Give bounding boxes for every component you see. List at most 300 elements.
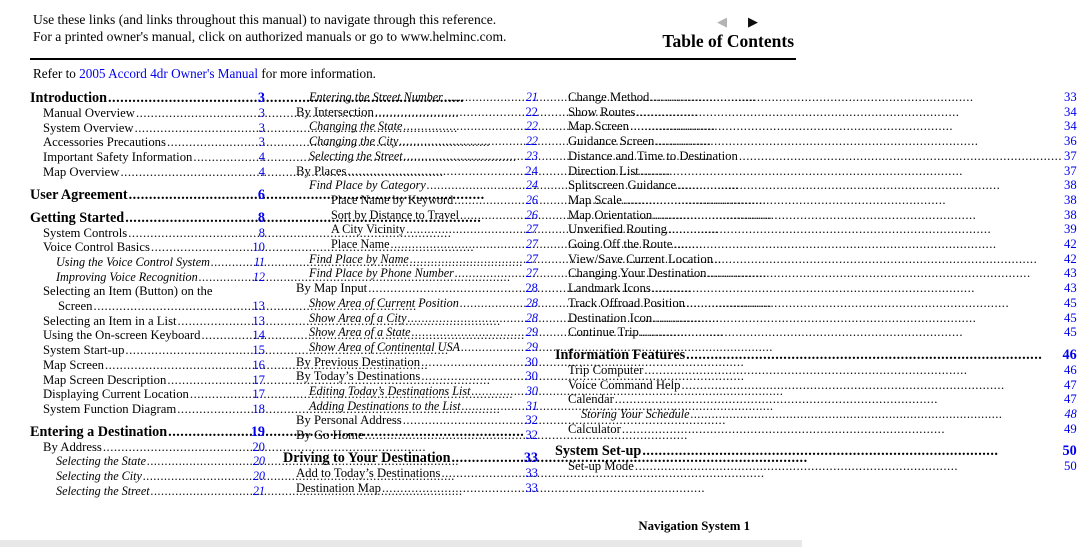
toc-entry[interactable] — [283, 340, 538, 355]
toc-leader-dots — [124, 210, 257, 226]
toc-entry-label: Place Name by Keyword — [331, 192, 454, 207]
toc-entry[interactable] — [30, 343, 265, 358]
toc-page-number: 20 — [252, 454, 265, 469]
toc-page-number: 47 — [1063, 392, 1077, 407]
toc-page-number: 13 — [252, 299, 265, 314]
toc-entry-label: Show Area of Continental USA — [309, 339, 460, 354]
toc-entry[interactable] — [283, 237, 538, 252]
toc-entry-label: By Go Home — [296, 428, 364, 443]
toc-leader-dots — [707, 266, 1063, 281]
toc-page-number: 43 — [1063, 281, 1077, 296]
toc-page-number: 15 — [252, 343, 265, 358]
page-nav-arrows — [662, 15, 794, 29]
toc-entry[interactable] — [30, 387, 265, 402]
toc-leader-dots — [135, 106, 258, 121]
toc-leader-dots — [167, 424, 250, 440]
toc-entry-label: Find Place by Phone Number — [309, 266, 454, 281]
toc-page-number: 31 — [525, 398, 538, 413]
toc-entry[interactable] — [283, 428, 538, 443]
toc-entry-label: Show Area of a City — [309, 310, 407, 325]
toc-leader-dots — [390, 237, 525, 252]
toc-leader-dots — [420, 355, 524, 370]
toc-entry[interactable] — [283, 450, 538, 466]
toc-entry-label: Calculator — [568, 421, 621, 436]
toc-page-number: 34 — [1063, 104, 1077, 119]
toc-entry[interactable] — [283, 466, 538, 481]
toc-entry-label: Selecting the Street — [309, 148, 403, 163]
toc-entry-label: System Overview — [43, 120, 134, 135]
toc-entry[interactable] — [30, 226, 265, 241]
toc-entry[interactable] — [555, 178, 1077, 193]
toc-page-number: 30 — [525, 369, 538, 384]
toc-leader-dots — [639, 325, 1063, 340]
toc-page-number: 14 — [252, 328, 265, 343]
toc-entry[interactable] — [555, 311, 1077, 326]
toc-leader-dots — [142, 469, 252, 484]
toc-entry[interactable] — [555, 90, 1077, 105]
toc-leader-dots — [402, 413, 525, 428]
toc-page-number: 45 — [1063, 310, 1077, 325]
nav-forward-icon[interactable]: ▶ — [748, 14, 758, 29]
toc-entry[interactable] — [555, 378, 1077, 393]
toc-leader-dots — [409, 252, 525, 267]
toc-entry[interactable] — [30, 150, 265, 165]
toc-entry-label: Selecting the Street — [56, 483, 150, 498]
toc-entry-label: By Address — [43, 439, 102, 454]
toc-leader-dots — [210, 255, 253, 270]
toc-leader-dots — [641, 443, 1061, 459]
toc-entry-label: Show Area of a State — [309, 325, 411, 340]
toc-entry-label: User Agreement — [30, 186, 128, 203]
toc-page-number: 27 — [525, 251, 538, 266]
header-instruction-line-1: Use these links (and links throughout this manual) to navigate through this reference. — [33, 12, 497, 27]
toc-leader-dots — [654, 134, 1063, 149]
toc-entry-label: Manual Overview — [43, 106, 135, 120]
toc-entry-label: Guidance Screen — [568, 134, 655, 149]
toc-entry-label: Improving Voice Recognition — [56, 269, 198, 284]
toc-entry[interactable] — [30, 135, 265, 150]
toc-page-number: 29 — [525, 325, 538, 340]
toc-entry-label: View/Save Current Location — [568, 251, 714, 266]
toc-page-number: 23 — [525, 148, 538, 163]
toc-entry[interactable] — [283, 399, 538, 414]
toc-entry[interactable] — [283, 355, 538, 370]
toc-page-number: 30 — [525, 354, 538, 369]
toc-page-number: 38 — [1063, 178, 1077, 193]
toc-entry-label: Introduction — [30, 90, 107, 106]
toc-leader-dots — [440, 466, 524, 481]
toc-page-number: 36 — [1063, 134, 1077, 149]
toc-entry-label: Important Safety Information — [43, 150, 193, 165]
toc-entry[interactable] — [30, 210, 265, 226]
toc-entry[interactable] — [283, 90, 538, 105]
toc-entry[interactable] — [283, 164, 538, 179]
toc-entry[interactable] — [30, 255, 265, 270]
toc-page-number: 24 — [525, 178, 538, 193]
footer-page-label: Navigation System 1 — [638, 519, 750, 533]
toc-entry-label: By Places — [296, 163, 347, 178]
toc-entry[interactable] — [283, 296, 538, 311]
nav-back-icon[interactable]: ◀ — [717, 14, 727, 29]
toc-page-number: 22 — [525, 104, 538, 119]
toc-entry-label: Changing Your Destination — [568, 266, 707, 281]
toc-entry[interactable] — [30, 373, 265, 388]
toc-leader-dots — [346, 164, 524, 179]
toc-entry[interactable] — [283, 105, 538, 120]
toc-page-number: 13 — [252, 313, 265, 328]
toc-leader-dots — [398, 134, 524, 149]
toc-page-number: 42 — [1063, 237, 1077, 252]
toc-leader-dots — [93, 299, 252, 314]
header-instruction-line-2: For a printed owner's manual, click on authorized manuals or go to www.helminc.com. — [33, 29, 507, 44]
toc-page-number: 34 — [1063, 119, 1077, 134]
toc-entry-label: Selecting an Item (Button) on the — [43, 284, 213, 299]
toc-page-number: 50 — [1062, 443, 1077, 460]
toc-page-number: 20 — [252, 469, 265, 484]
toc-entry[interactable] — [30, 358, 265, 373]
toc-leader-dots — [407, 311, 525, 326]
toc-page-number: 50 — [1063, 459, 1077, 474]
toc-entry[interactable] — [30, 469, 265, 484]
toc-entry[interactable] — [555, 347, 1077, 363]
toc-leader-dots — [146, 454, 252, 469]
toc-leader-dots — [201, 328, 252, 343]
toc-entry[interactable] — [283, 193, 538, 208]
toc-entry-label: Distance and Time to Destination — [568, 148, 738, 163]
toc-entry[interactable] — [30, 299, 265, 314]
toc-entry-label: Getting Started — [30, 209, 125, 226]
toc-entry[interactable] — [555, 281, 1077, 296]
toc-page-number: 39 — [1063, 222, 1077, 237]
toc-entry[interactable] — [555, 459, 1077, 474]
toc-entry[interactable] — [30, 187, 265, 203]
toc-entry[interactable] — [555, 237, 1077, 252]
toc-entry-label: Map Screen — [568, 119, 629, 134]
toc-page-number: 27 — [525, 222, 538, 237]
toc-entry[interactable] — [555, 407, 1077, 422]
toc-page-number: 26 — [525, 207, 538, 222]
toc-page-number: 3 — [258, 106, 265, 120]
toc-page-number: 21 — [525, 90, 538, 104]
toc-entry-label: Changing the City — [309, 134, 399, 149]
toc-page-number: 26 — [525, 192, 538, 207]
toc-entry-label: Show Routes — [568, 104, 636, 119]
toc-entry-label: Going Off the Route — [568, 237, 673, 252]
toc-entry[interactable] — [283, 134, 538, 149]
toc-entry-label: System Set-up — [555, 443, 642, 460]
toc-entry-label: Selecting an Item in a List — [43, 313, 177, 328]
toc-entry[interactable] — [555, 252, 1077, 267]
toc-leader-dots — [166, 373, 251, 388]
toc-leader-dots — [634, 459, 1063, 474]
toc-leader-dots — [124, 343, 251, 358]
toc-leader-dots — [685, 296, 1063, 311]
toc-entry-label: Selecting the City — [56, 469, 142, 484]
toc-entry[interactable] — [555, 134, 1077, 149]
toc-page-number: 28 — [525, 281, 538, 296]
toc-entry-label: Show Area of Current Position — [309, 295, 459, 310]
toc-entry-label: By Previous Destination — [296, 354, 421, 369]
toc-page-number: 37 — [1063, 148, 1077, 163]
toc-entry[interactable] — [30, 454, 265, 469]
toc-page-number: 27 — [525, 237, 538, 252]
toc-entry[interactable] — [30, 314, 265, 329]
toc-page-number: 49 — [1063, 421, 1077, 436]
toc-entry-label: Destination Icon — [568, 310, 653, 325]
toc-entry-label: Continue Trip — [568, 325, 639, 340]
toc-entry[interactable] — [30, 240, 265, 255]
toc-entry-label: Find Place by Category — [309, 178, 426, 193]
refer-line-pre: Refer to — [33, 66, 80, 81]
toc-leader-dots — [107, 90, 257, 106]
toc-page-number: 37 — [1063, 163, 1077, 178]
toc-leader-dots — [460, 340, 525, 355]
toc-entry[interactable] — [555, 119, 1077, 134]
toc-entry-label: Track Offroad Position — [568, 295, 686, 310]
toc-entry[interactable] — [283, 266, 538, 281]
toc-page-number: 3 — [258, 120, 265, 135]
toc-leader-dots — [672, 237, 1063, 252]
toc-leader-dots — [459, 296, 525, 311]
toc-entry[interactable] — [283, 325, 538, 340]
toc-entry[interactable] — [30, 165, 265, 180]
toc-entry[interactable] — [283, 222, 538, 237]
toc-page-number: 29 — [525, 339, 538, 354]
toc-page-number: 20 — [252, 439, 265, 454]
toc-leader-dots — [198, 270, 252, 285]
toc-entry[interactable] — [283, 311, 538, 326]
toc-leader-dots — [621, 422, 1063, 437]
toc-leader-dots — [128, 187, 257, 203]
toc-leader-dots — [367, 281, 524, 296]
toc-page-number: 16 — [252, 357, 265, 372]
toc-entry-label: Editing Today’s Destinations List — [309, 384, 471, 399]
toc-entry[interactable] — [30, 90, 265, 106]
toc-page-number: 43 — [1063, 266, 1077, 281]
toc-leader-dots — [652, 311, 1063, 326]
toc-leader-dots — [690, 407, 1064, 422]
toc-entry-label: Voice Command Help — [568, 377, 681, 392]
toc-entry-label: Adding Destinations to the List — [309, 398, 461, 413]
toc-page-number: 32 — [525, 413, 538, 428]
toc-page-number: 3 — [257, 90, 265, 106]
toc-leader-dots — [639, 164, 1063, 179]
toc-page-number: 22 — [525, 119, 538, 134]
toc-entry[interactable] — [283, 413, 538, 428]
toc-entry[interactable] — [30, 284, 265, 299]
toc-leader-dots — [451, 450, 523, 466]
toc-entry-label: Information Features — [555, 346, 686, 363]
toc-entry[interactable] — [283, 178, 538, 193]
toc-entry[interactable] — [555, 296, 1077, 311]
toc-leader-dots — [635, 105, 1063, 120]
toc-entry-label: System Function Diagram — [43, 401, 177, 416]
toc-page-number: 33 — [523, 449, 538, 466]
toc-entry-label: Unverified Routing — [568, 222, 668, 237]
owners-manual-link[interactable]: 2005 Accord 4dr Owner's Manual — [79, 66, 259, 81]
toc-leader-dots — [420, 369, 524, 384]
toc-page-number: 17 — [252, 372, 265, 387]
toc-entry[interactable] — [30, 106, 265, 121]
toc — [30, 90, 1077, 502]
toc-page-number: 45 — [1063, 295, 1077, 310]
toc-leader-dots — [681, 378, 1063, 393]
toc-entry[interactable] — [283, 252, 538, 267]
toc-page-number: 48 — [1064, 407, 1077, 422]
toc-entry[interactable] — [555, 149, 1077, 164]
toc-entry-label: Trip Computer — [568, 362, 644, 377]
toc-page-number: 46 — [1063, 362, 1077, 377]
toc-entry-label: Landmark Icons — [568, 281, 651, 296]
toc-leader-dots — [189, 387, 251, 402]
toc-entry-label: Map Scale — [568, 192, 622, 207]
toc-column-2 — [271, 90, 543, 502]
toc-leader-dots — [443, 90, 525, 105]
toc-entry[interactable] — [555, 325, 1077, 340]
toc-entry-label: By Map Input — [296, 281, 368, 296]
toc-leader-dots — [127, 226, 257, 241]
toc-entry[interactable] — [30, 402, 265, 417]
toc-leader-dots — [192, 150, 257, 165]
toc-page-number: 24 — [525, 163, 538, 178]
toc-page-number: 38 — [1063, 207, 1077, 222]
toc-leader-dots — [453, 193, 525, 208]
toc-entry[interactable] — [283, 384, 538, 399]
toc-entry[interactable] — [283, 481, 538, 496]
toc-entry-label: Using the Voice Control System — [56, 254, 210, 269]
refer-line-post: for more information. — [258, 66, 376, 81]
toc-leader-dots — [402, 119, 524, 134]
toc-entry[interactable] — [555, 164, 1077, 179]
toc-leader-dots — [738, 149, 1063, 164]
toc-entry[interactable] — [555, 392, 1077, 407]
toc-page-number: 12 — [252, 269, 265, 284]
toc-entry[interactable] — [30, 440, 265, 455]
toc-entry-label: Accessories Precautions — [43, 135, 166, 150]
toc-leader-dots — [374, 105, 524, 120]
toc-leader-dots — [403, 149, 525, 164]
toc-entry[interactable] — [283, 119, 538, 134]
toc-page-number: 3 — [258, 135, 265, 150]
toc-leader-dots — [411, 325, 525, 340]
toc-page-number: 45 — [1063, 325, 1077, 340]
toc-entry-label: Direction List — [568, 163, 639, 178]
toc-entry[interactable] — [555, 222, 1077, 237]
toc-entry[interactable] — [555, 105, 1077, 120]
toc-entry-label: Screen — [58, 299, 93, 314]
toc-page-number: 4 — [258, 150, 265, 165]
toc-leader-dots — [364, 428, 525, 443]
toc-entry[interactable] — [30, 328, 265, 343]
toc-page-number: 17 — [252, 387, 265, 402]
toc-leader-dots — [426, 178, 525, 193]
toc-leader-dots — [649, 90, 1063, 105]
toc-entry[interactable] — [555, 193, 1077, 208]
refer-line — [33, 66, 802, 82]
toc-entry[interactable] — [30, 270, 265, 285]
toc-page-number: 11 — [253, 254, 265, 269]
toc-column-1 — [30, 90, 271, 502]
toc-leader-dots — [652, 208, 1063, 223]
toc-entry-label: By Today’s Destinations — [296, 369, 421, 384]
toc-entry-label: Change Method — [568, 90, 650, 104]
toc-leader-dots — [176, 402, 251, 417]
toc-page-number: 21 — [252, 483, 265, 498]
toc-entry[interactable] — [555, 422, 1077, 437]
toc-leader-dots — [405, 222, 525, 237]
toc-page-number: 38 — [1063, 192, 1077, 207]
toc-leader-dots — [102, 440, 251, 455]
toc-entry-label: Destination Map — [296, 480, 381, 495]
toc-leader-dots — [622, 193, 1063, 208]
toc-entry[interactable] — [555, 363, 1077, 378]
toc-entry-label: By Intersection — [296, 104, 374, 119]
toc-entry-label: Displaying Current Location — [43, 387, 189, 402]
toc-entry[interactable] — [555, 266, 1077, 281]
page-title: Table of Contents — [662, 31, 794, 51]
toc-page-number: 10 — [252, 240, 265, 255]
toc-entry-label: By Personal Address — [296, 413, 402, 428]
toc-leader-dots — [667, 222, 1063, 237]
toc-entry-label: Splitscreen Guidance — [568, 178, 677, 193]
toc-entry[interactable] — [283, 369, 538, 384]
toc-leader-dots — [461, 399, 525, 414]
toc-page-number: 46 — [1062, 346, 1077, 363]
toc-entry-label: Add to Today’s Destinations — [296, 465, 441, 480]
toc-entry-label: Calendar — [568, 392, 614, 407]
toc-entry[interactable] — [30, 121, 265, 136]
header-title-block — [662, 11, 794, 51]
toc-entry[interactable] — [283, 208, 538, 223]
toc-page-number: 4 — [258, 164, 265, 179]
toc-entry-label: Sort by Distance to Travel — [331, 207, 459, 222]
toc-entry[interactable] — [283, 281, 538, 296]
toc-page-number: 42 — [1063, 251, 1077, 266]
toc-page-number: 33 — [1063, 90, 1077, 104]
toc-leader-dots — [150, 484, 252, 499]
toc-page-number: 18 — [252, 401, 265, 416]
toc-leader-dots — [177, 314, 252, 329]
toc-entry[interactable] — [555, 208, 1077, 223]
toc-leader-dots — [471, 384, 525, 399]
toc-page-number: 27 — [525, 266, 538, 281]
toc-page-number: 19 — [250, 423, 265, 440]
toc-entry-label: Using the On-screen Keyboard — [43, 328, 201, 343]
toc-page-number: 47 — [1063, 377, 1077, 392]
toc-entry[interactable] — [555, 443, 1077, 459]
toc-leader-dots — [614, 392, 1063, 407]
toc-entry-label: Map Overview — [43, 164, 120, 179]
toc-entry-label: Selecting the State — [56, 454, 147, 469]
toc-leader-dots — [166, 135, 258, 150]
toc-leader-dots — [381, 481, 524, 496]
toc-entry[interactable] — [30, 484, 265, 499]
toc-entry-label: Set-up Mode — [568, 459, 634, 474]
toc-entry[interactable] — [30, 424, 265, 440]
toc-page-number: 22 — [525, 134, 538, 149]
toc-entry[interactable] — [283, 149, 538, 164]
toc-entry-label: Driving to Your Destination — [283, 449, 451, 466]
toc-leader-dots — [651, 281, 1063, 296]
toc-entry-label: Map Screen — [43, 357, 104, 372]
toc-leader-dots — [643, 363, 1063, 378]
toc-page-number: 8 — [257, 209, 265, 226]
toc-page-number: 33 — [525, 465, 538, 480]
toc-entry-label: A City Vicinity — [331, 222, 406, 237]
bottom-edge-strip — [0, 540, 802, 547]
toc-leader-dots — [104, 358, 251, 373]
toc-page-number: 30 — [525, 384, 538, 399]
